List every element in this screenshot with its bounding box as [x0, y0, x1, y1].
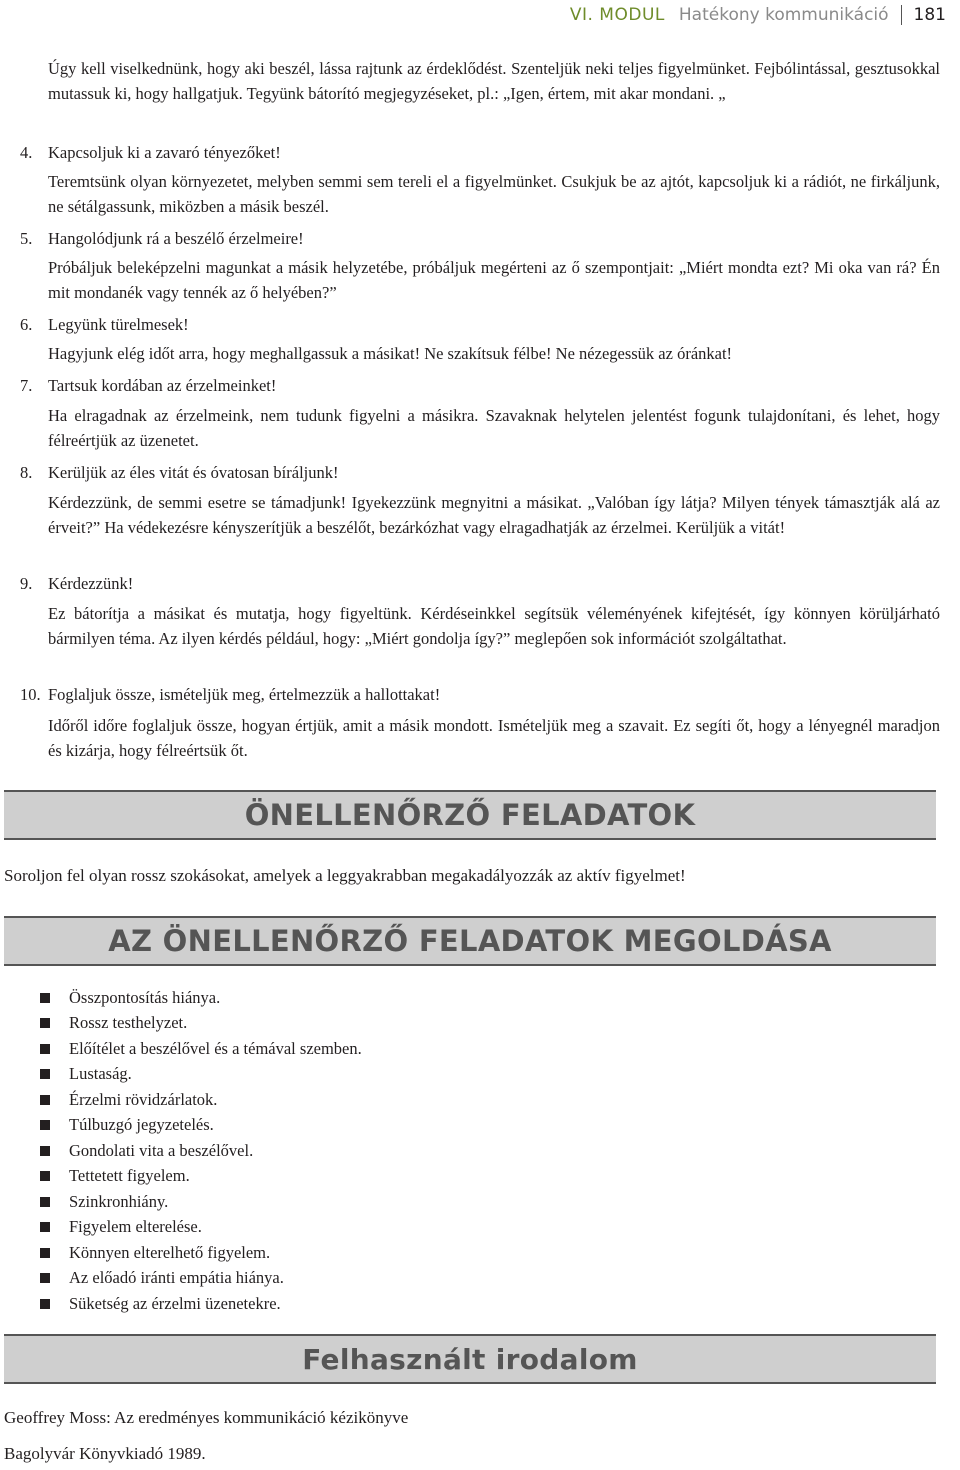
list-item: Előítélet a beszélővel és a témával szemben. — [40, 1036, 362, 1062]
self-check-question: Soroljon fel olyan rossz szokásokat, amelyek a leggyakrabban megakadályozzák az aktív figyelmet! — [4, 866, 686, 885]
item-number: 4. — [20, 143, 33, 162]
list-item-heading — [20, 141, 281, 165]
item-heading-text: Foglaljuk össze, ismételjük meg, értelmezzük a hallottakat! — [48, 685, 441, 704]
item-heading-text: Kerüljük az éles vitát és óvatosan bíráljunk! — [48, 463, 339, 482]
list-item: Gondolati vita a beszélővel. — [40, 1138, 362, 1164]
square-bullet-icon — [40, 1069, 50, 1079]
literature-title: Felhasznált irodalom — [302, 1342, 638, 1376]
item-body: Kérdezzünk, de semmi esetre se támadjunk! Igyekezzünk megnyitni a másikat. „Valóban így látja? Milyen tények támasztják alá az érveit?” Ha védekezésre kényszerítjük a beszélőt, bezárkózhat vagy elragadhatják az érzelmei. Kerüljük a vitát! — [48, 493, 940, 537]
list-item: Rossz testhelyzet. — [40, 1011, 362, 1037]
chapter-title: Hatékony kommunikáció — [679, 5, 902, 25]
item-heading-text: Kapcsoljuk ki a zavaró tényezőket! — [48, 143, 281, 162]
square-bullet-icon — [40, 1299, 50, 1309]
item-heading-text: Legyünk türelmesek! — [48, 315, 189, 334]
item-body: Próbáljuk beleképzelni magunkat a másik helyzetébe, próbáljuk megérteni az ő szempontjait: „Miért mondta ezt? Mi oka van rá? Én mit mondanék vagy tennék az ő helyében?” — [48, 258, 940, 302]
square-bullet-icon — [40, 1018, 50, 1028]
item-number: 5. — [20, 229, 33, 248]
item-heading-text: Kérdezzünk! — [48, 574, 134, 593]
item-body: Teremtsünk olyan környezetet, melyben semmi sem tereli el a figyelmünket. Csukjuk be az ajtót, kapcsoljuk ki a rádiót, ne firkáljunk, ne sétálgassunk, miközben a másik beszél. — [48, 172, 940, 216]
list-item: Túlbuzgó jegyzetelés. — [40, 1113, 362, 1139]
item-body: Ez bátorítja a másikat és mutatja, hogy figyeltünk. Kérdéseinkkel segítsük véleményének kifejtését, így könnyen körüljárható bármilyen téma. Az ilyen kérdés például, hogy: „Miért gondolja így?” meglepően sok információt szolgáltathat. — [48, 604, 940, 648]
self-check-title: ÖNELLENŐRZŐ FELADATOK — [244, 798, 696, 832]
list-item-heading — [20, 313, 189, 337]
item-body: Ha elragadnak az érzelmeink, nem tudunk figyelni a másikra. Szavaknak helytelen jelentést fogunk tulajdonítani, és lehet, hogy félreértjük az üzenetet. — [48, 406, 940, 450]
square-bullet-icon — [40, 1095, 50, 1105]
item-body: Időről időre foglaljuk össze, hogyan értjük, amit a másik mondott. Ismételjük meg a szavait. Ez segíti őt, hogy a lényegnél maradjon és kizárja, hogy félreértsük őt. — [48, 716, 940, 760]
page-number: 181 — [913, 5, 946, 25]
solution-title: AZ ÖNELLENŐRZŐ FELADATOK MEGOLDÁSA — [108, 924, 832, 958]
item-number: 7. — [20, 376, 33, 395]
square-bullet-icon — [40, 1120, 50, 1130]
item-number: 10. — [20, 685, 41, 704]
list-item: Süketség az érzelmi üzenetekre. — [40, 1291, 362, 1317]
square-bullet-icon — [40, 1171, 50, 1181]
module-label: VI. MODUL — [569, 5, 665, 25]
intro-paragraph: Úgy kell viselkednünk, hogy aki beszél, lássa rajtunk az érdeklődést. Szenteljük neki teljes figyelmünket. Fejbólintással, gesztusokkal mutassuk ki, hogy hallgatjuk. Tegyünk bátorító megjegyzéseket, pl.: „Igen, értem, mit akar mondani. „ — [48, 59, 940, 103]
item-number: 6. — [20, 315, 33, 334]
solution-banner — [4, 916, 936, 966]
list-item-heading — [20, 461, 339, 485]
item-heading-text: Hangolódjunk rá a beszélő érzelmeire! — [48, 229, 304, 248]
list-item: Figyelem elterelése. — [40, 1215, 362, 1241]
list-item-heading — [20, 374, 276, 398]
list-item: Érzelmi rövidzárlatok. — [40, 1087, 362, 1113]
reference-line: Geoffrey Moss: Az eredményes kommunikáció kézikönyve — [4, 1408, 409, 1427]
self-check-banner — [4, 790, 936, 840]
square-bullet-icon — [40, 1146, 50, 1156]
list-item: Az előadó iránti empátia hiánya. — [40, 1266, 362, 1292]
square-bullet-icon — [40, 1273, 50, 1283]
list-item: Könnyen elterelhető figyelem. — [40, 1240, 362, 1266]
item-body: Hagyjunk elég időt arra, hogy meghallgassuk a másikat! Ne szakítsuk félbe! Ne nézegessük az óránkat! — [48, 344, 733, 363]
square-bullet-icon — [40, 1197, 50, 1207]
list-item-heading — [20, 572, 133, 596]
list-item: Összpontosítás hiánya. — [40, 985, 362, 1011]
list-item: Tettetett figyelem. — [40, 1164, 362, 1190]
item-heading-text: Tartsuk kordában az érzelmeinket! — [48, 376, 277, 395]
square-bullet-icon — [40, 1248, 50, 1258]
running-header — [570, 0, 946, 30]
item-number: 8. — [20, 463, 33, 482]
solution-list — [40, 985, 362, 1317]
list-item: Szinkronhiány. — [40, 1189, 362, 1215]
literature-banner — [4, 1334, 936, 1384]
reference-line: Bagolyvár Könyvkiadó 1989. — [4, 1444, 206, 1463]
square-bullet-icon — [40, 1222, 50, 1232]
item-number: 9. — [20, 574, 33, 593]
list-item-heading — [20, 227, 304, 251]
list-item-heading — [20, 683, 440, 707]
square-bullet-icon — [40, 993, 50, 1003]
list-item: Lustaság. — [40, 1062, 362, 1088]
square-bullet-icon — [40, 1044, 50, 1054]
